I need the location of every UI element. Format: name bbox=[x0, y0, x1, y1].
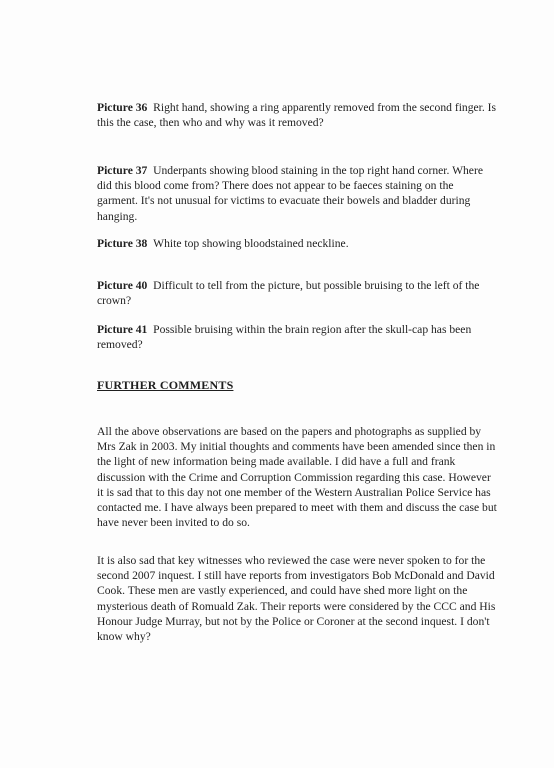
picture-38-entry bbox=[97, 236, 497, 251]
picture-36-entry bbox=[97, 100, 497, 130]
picture-40-entry bbox=[97, 278, 497, 308]
further-comments-paragraph-2: It is also sad that key witnesses who reviewed the case were never spoken to for the second 2007 inquest. I still have reports from investigators Bob McDonald and David Cook. These men are vastly experienced, and could have shed more light on the mysterious death of Romuald Zak. Their reports were considered by the CCC and His Honour Judge Murray, but not by the Police or Coroner at the second inquest. I don't know why? bbox=[97, 554, 496, 644]
picture-description: Difficult to tell from the picture, but possible bruising to the left of the crown? bbox=[97, 279, 480, 308]
picture-label: Picture 37 bbox=[97, 164, 148, 177]
further-comments-paragraph-1: All the above observations are based on the papers and photographs as supplied by Mrs Zak in 2003. My initial thoughts and comments have been amended since then in the light of new information being made available. I did have a full and frank discussion with the Crime and Corruption Commission regarding this case. However it is sad that to this day not one member of the Western Australian Police Service has contacted me. I have always been prepared to meet with them and discuss the case but have never been invited to do so. bbox=[97, 425, 497, 530]
picture-label: Picture 40 bbox=[97, 279, 148, 292]
picture-37-entry bbox=[97, 163, 497, 224]
picture-description: White top showing bloodstained neckline. bbox=[153, 237, 349, 250]
picture-description: Underpants showing blood staining in the top right hand corner. Where did this blood come from? There does not appear to be faeces staining on the garment. It's not unusual for victims to evacuate their bowels and bladder during hanging. bbox=[97, 164, 483, 223]
picture-41-entry bbox=[97, 322, 497, 352]
picture-label: Picture 38 bbox=[97, 237, 148, 250]
further-comments-heading: FURTHER COMMENTS bbox=[97, 378, 234, 392]
picture-label: Picture 41 bbox=[97, 323, 148, 336]
picture-description: Right hand, showing a ring apparently removed from the second finger. Is this the case, then who and why was it removed? bbox=[97, 101, 497, 130]
picture-label: Picture 36 bbox=[97, 101, 148, 114]
picture-description: Possible bruising within the brain region after the skull-cap has been removed? bbox=[97, 323, 472, 352]
